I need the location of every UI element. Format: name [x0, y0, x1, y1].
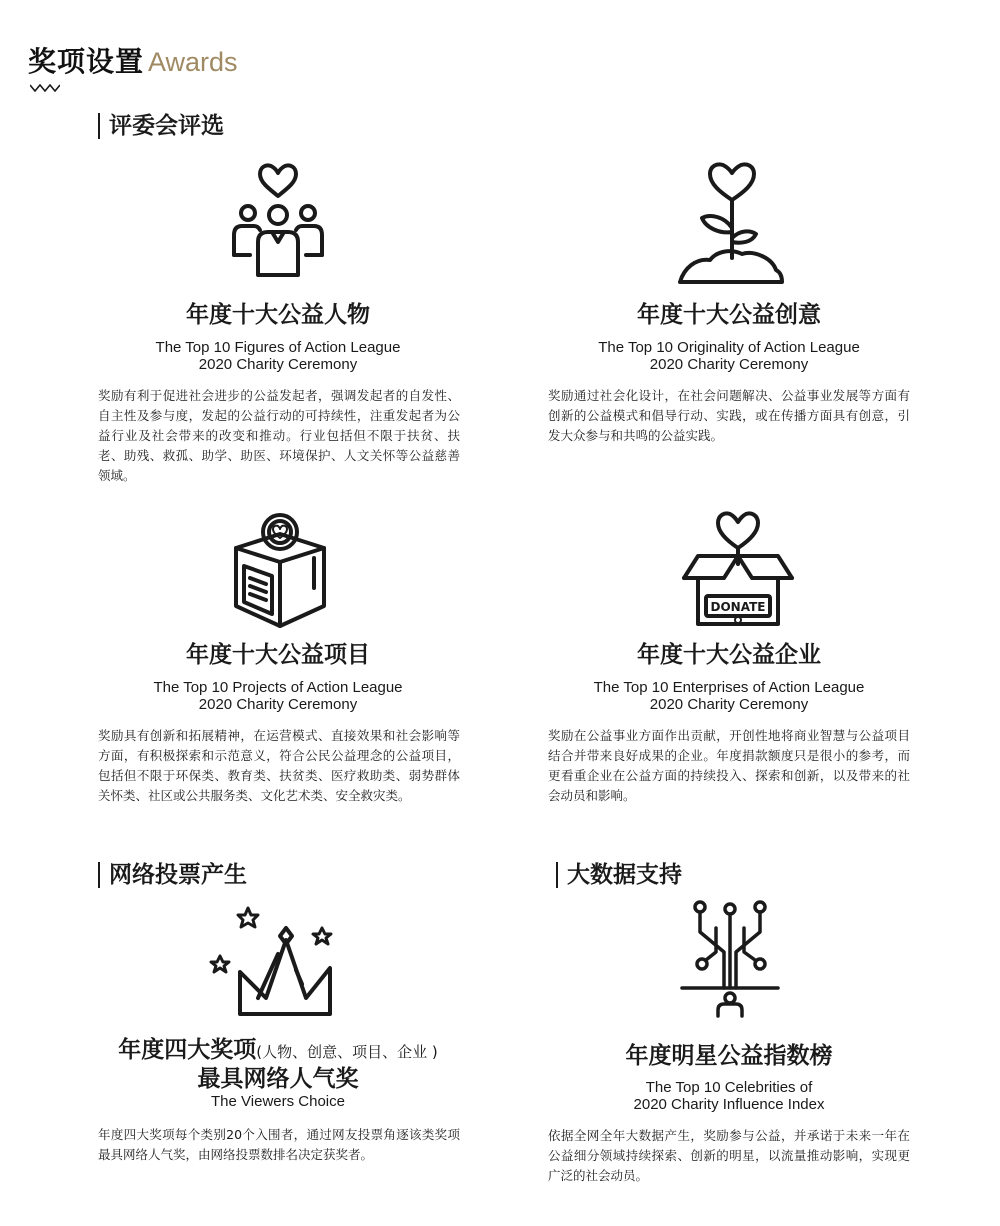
donation-box-icon [230, 510, 330, 630]
card-subtitle-line: The Viewers Choice [211, 1093, 345, 1110]
card-title-celebrities: 年度明星公益指数榜 [625, 1043, 833, 1069]
data-tree-icon [680, 898, 780, 1018]
card-subtitle-projects [98, 679, 458, 713]
card-subtitle-line: 2020 Charity Ceremony [649, 356, 809, 373]
people-heart-icon [228, 160, 328, 280]
section-title-bigdata: 大数据支持 [556, 862, 682, 888]
section-title-jury: 评委会评选 [98, 113, 224, 139]
card-desc-projects: 奖励具有创新和拓展精神，在运营模式、直接效果和社会影响等方面，有积极探索和示范意义，符合公民公益理念的公益项目，包括但不限于环保类、教育类、扶贫类、医疗救助类、弱势群体关怀类、社区或公共服务类、文化艺术类、安全救灾类。 [98, 728, 460, 803]
card-title-figures: 年度十大公益人物 [186, 302, 370, 328]
card-subtitle-line: 2020 Charity Influence Index [633, 1096, 825, 1113]
crown-stars-icon [208, 904, 334, 1020]
card-title-paren: (人物、创意、项目、企业 ) [256, 1043, 438, 1061]
card-title-originality: 年度十大公益创意 [637, 302, 821, 328]
card-subtitle-viewers [98, 1093, 458, 1110]
card-subtitle-line: The Top 10 Celebrities of [645, 1079, 813, 1096]
heart-plant-icon [676, 160, 788, 286]
card-desc-viewers: 年度四大奖项每个类别20个入围者，通过网友投票角逐该类奖项最具网络人气奖，由网络投票数排名决定获奖者。 [98, 1127, 460, 1162]
card-subtitle-line: 2020 Charity Ceremony [649, 696, 809, 713]
card-title-projects: 年度十大公益项目 [186, 642, 370, 668]
card-desc-celebrities: 依据全网全年大数据产生，奖励参与公益，并承诺于未来一年在公益细分领域持续探索、创新的明星，以流量推动影响，实现更广泛的社会动员。 [548, 1128, 910, 1183]
card-subtitle-line: The Top 10 Originality of Action League [598, 339, 860, 356]
card-title-main: 年度四大奖项 [118, 1037, 257, 1063]
donate-label: DONATE [710, 600, 766, 614]
card-title-enterprises: 年度十大公益企业 [637, 642, 821, 668]
card-desc-enterprises: 奖励在公益事业方面作出贡献，开创性地将商业智慧与公益项目结合并带来良好成果的企业。年度捐款额度只是很小的参考，而更看重企业在公益方面的持续投入、探索和创新，以及带来的社会动员和影响。 [548, 728, 910, 803]
card-subtitle-line: 2020 Charity Ceremony [198, 696, 358, 713]
card-subtitle-line: The Top 10 Projects of Action League [153, 679, 403, 696]
card-subtitle-line: 2020 Charity Ceremony [198, 356, 358, 373]
card-subtitle-figures [98, 339, 458, 373]
card-subtitle-celebrities [548, 1079, 910, 1113]
section-title-vote: 网络投票产生 [98, 862, 247, 888]
page-title: 奖项设置 [28, 45, 145, 78]
wave-divider-icon [30, 84, 60, 92]
donate-box-icon [680, 508, 798, 630]
card-desc-figures: 奖励有利于促进社会进步的公益发起者，强调发起者的自发性、自主性及参与度，发起的公益行动的可持续性，注重发起者为公益行业及社会带来的改变和推动。行业包括但不限于扶贫、扶老、助残、救孤、助学、助医、环境保护、人文关怀等公益慈善领域。 [98, 388, 460, 483]
card-subtitle-originality [548, 339, 910, 373]
card-desc-originality: 奖励通过社会化设计，在社会问题解决、公益事业发展等方面有创新的公益模式和倡导行动、实践，或在传播方面具有创意，引发大众参与和共鸣的公益实践。 [548, 388, 910, 443]
card-subtitle-enterprises [548, 679, 910, 713]
card-subtitle-line: The Top 10 Enterprises of Action League [593, 679, 865, 696]
card-title-viewers-line2: 最具网络人气奖 [197, 1066, 359, 1092]
page-header [28, 40, 238, 80]
card-subtitle-line: The Top 10 Figures of Action League [155, 339, 401, 356]
page-title-en: Awards [148, 47, 238, 77]
